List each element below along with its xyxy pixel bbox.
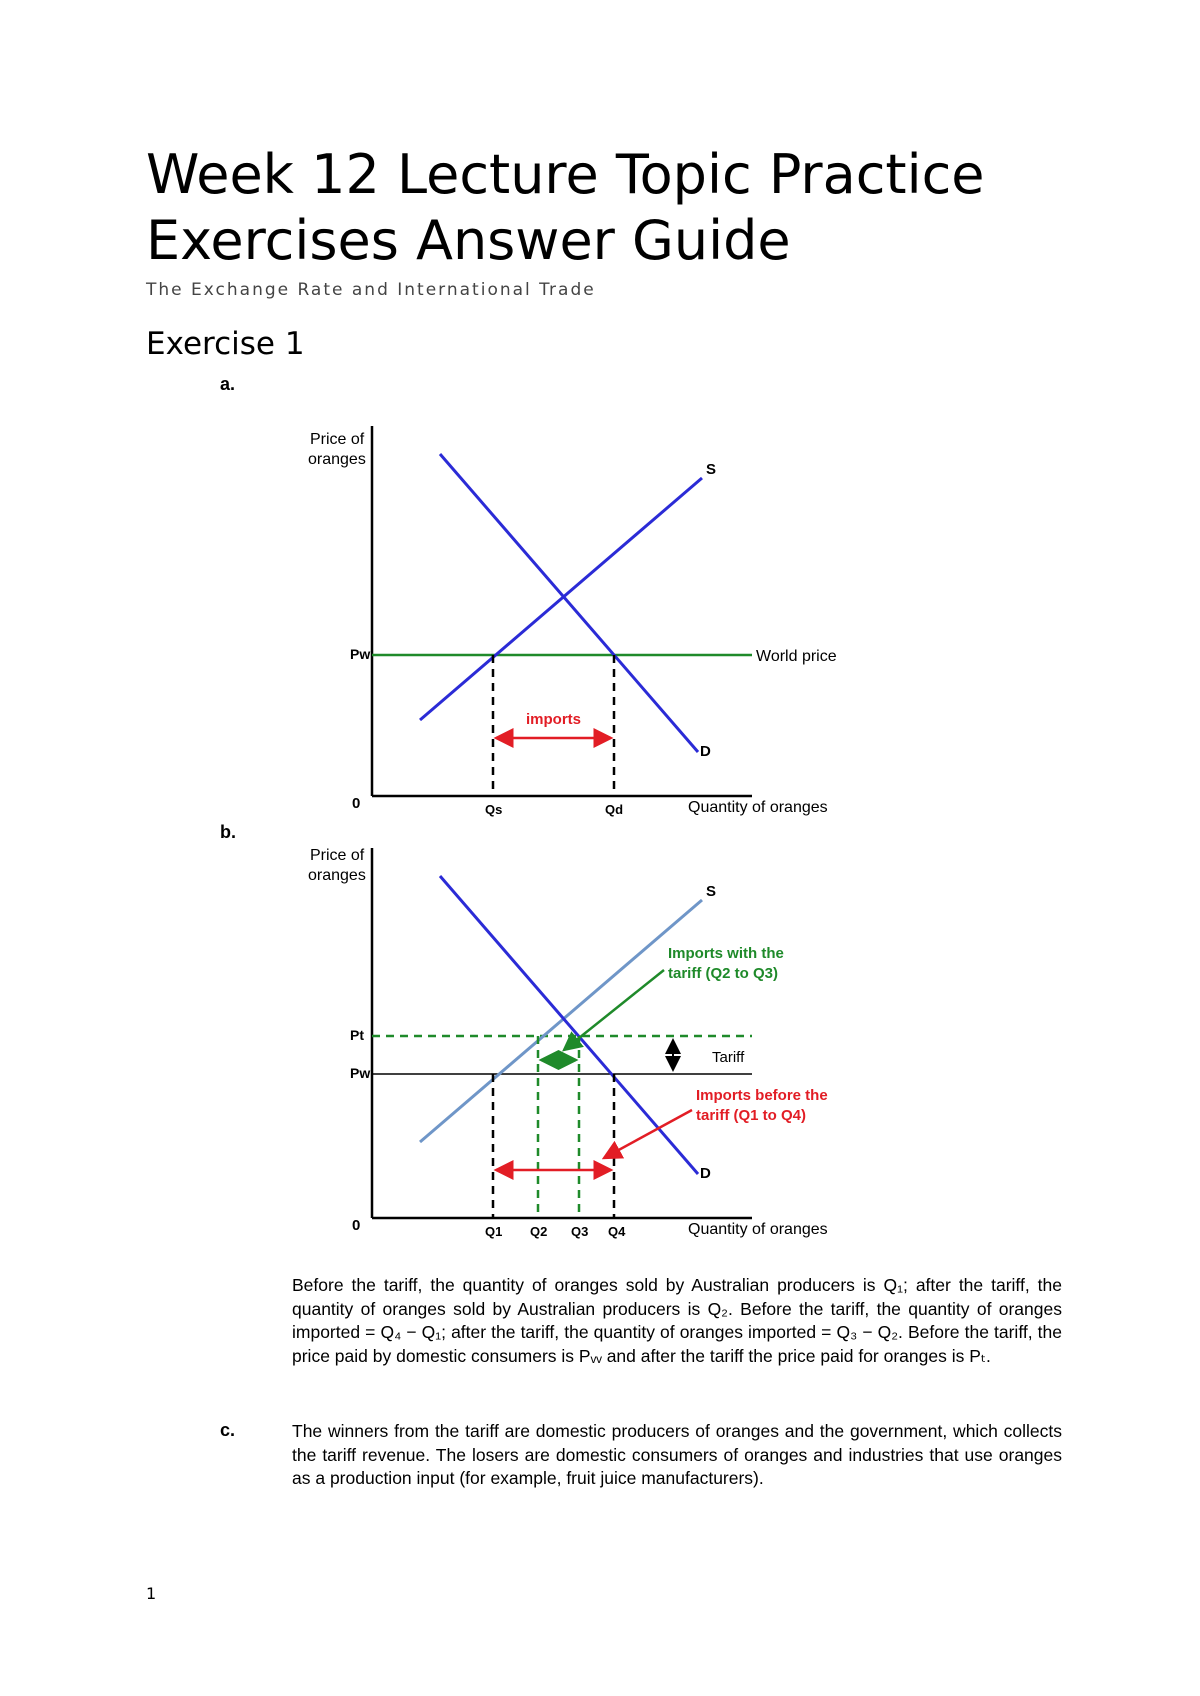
tariff-label: Tariff	[712, 1049, 745, 1066]
demand-curve	[440, 876, 698, 1174]
y-axis-label-line2: oranges	[308, 451, 366, 468]
q4-label: Q4	[608, 1224, 626, 1239]
supply-label: S	[706, 883, 717, 900]
document-title: Week 12 Lecture Topic Practice Exercises Answer Guide	[146, 143, 985, 272]
world-price-label: World price	[756, 648, 837, 665]
imports-with-tariff-label-2: tariff (Q2 to Q3)	[668, 965, 779, 982]
pw-label: Pw	[350, 646, 371, 662]
imports-label: imports	[526, 711, 582, 728]
part-a-label: a.	[220, 374, 236, 394]
imports-with-tariff-label-1: Imports with the	[668, 945, 784, 962]
q3-label: Q3	[571, 1224, 589, 1239]
page-number: 1	[146, 1584, 157, 1603]
imports-before-tariff-label-1: Imports before the	[696, 1087, 828, 1104]
q1-label: Q1	[485, 1224, 503, 1239]
y-axis-label-line2: oranges	[308, 867, 366, 884]
part-c-label: c.	[220, 1420, 236, 1440]
y-axis-label-line1: Price of	[310, 431, 365, 448]
demand-curve	[440, 454, 698, 752]
supply-label: S	[706, 461, 717, 478]
x-axis-label: Quantity of oranges	[688, 1221, 828, 1238]
figure-a-world-price-diagram	[292, 418, 852, 818]
imports-with-tariff-pointer	[564, 970, 664, 1050]
origin-label: 0	[352, 1217, 361, 1234]
qd-label: Qd	[605, 802, 624, 817]
supply-curve	[420, 478, 702, 720]
demand-label: D	[700, 1165, 711, 1182]
figure-b-tariff-diagram	[292, 840, 852, 1240]
imports-before-tariff-label-2: tariff (Q1 to Q4)	[696, 1107, 807, 1124]
document-subtitle: The Exchange Rate and International Trade	[146, 280, 596, 300]
part-b-explanation: Before the tariff, the quantity of oranges sold by Australian producers is Q₁; after the tariff, the quantity of oranges sold by Australian producers is Q₂. Before the tariff, the quantity of oranges imported = Q₄ − Q₁; after the tariff, the quantity of oranges imported = Q₃ − Q₂. Before the tariff, the price paid by domestic consumers is Pᵥᵥ and after the tariff the price paid for oranges is Pₜ.	[292, 1275, 1062, 1366]
pt-label: Pt	[350, 1027, 364, 1043]
q2-label: Q2	[530, 1224, 548, 1239]
origin-label: 0	[352, 795, 361, 812]
pw-label: Pw	[350, 1065, 371, 1081]
supply-curve	[420, 900, 702, 1142]
part-c-explanation: The winners from the tariff are domestic producers of oranges and the government, which collects the tariff revenue. The losers are domestic consumers of oranges and industries that use oranges as a production input (for example, fruit juice manufacturers).	[292, 1421, 1062, 1488]
section-heading: Exercise 1	[146, 326, 305, 362]
demand-label: D	[700, 743, 711, 760]
part-b-label: b.	[220, 822, 236, 842]
x-axis-label: Quantity of oranges	[688, 799, 828, 816]
y-axis-label-line1: Price of	[310, 847, 365, 864]
qs-label: Qs	[485, 802, 503, 817]
